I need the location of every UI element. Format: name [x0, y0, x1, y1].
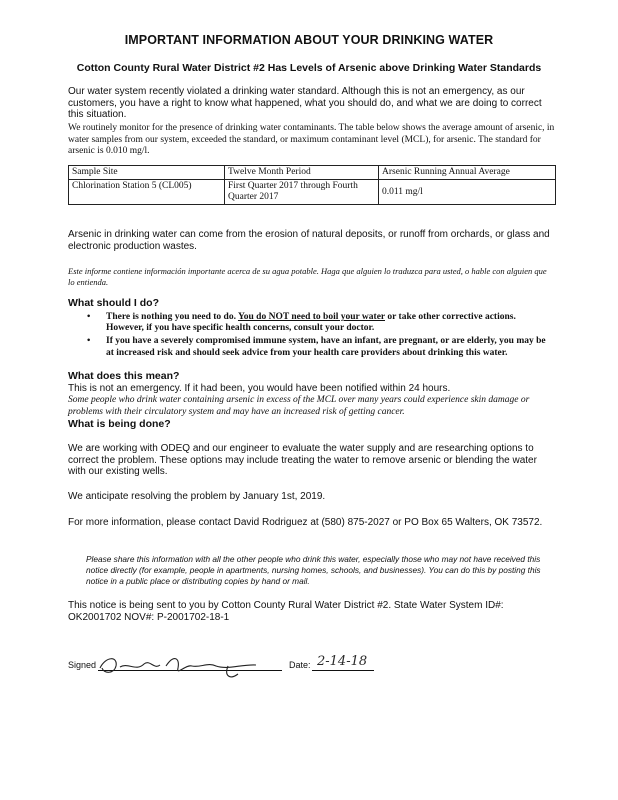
not-emergency-text: This is not an emergency. If it had been, you would have been notified within 24 hours. — [68, 383, 451, 394]
sent-by-paragraph: This notice is being sent to you by Cotton County Rural Water District #2. State Water System ID#: OK2001702 NOV#: P-2001702-18-1 — [68, 600, 504, 623]
table-cell-site: Chlorination Station 5 (CL005) — [69, 180, 225, 205]
table-cell-average: 0.011 mg/l — [379, 180, 556, 205]
list-item — [68, 336, 552, 358]
spanish-notice: Este informe contiene información importante acerca de su agua potable. Haga que alguien lo traduzca para usted, o hable con alguien que lo entienda. — [68, 266, 547, 287]
intro-paragraph: Our water system recently violated a drinking water standard. Although this is not an emergency, as our customers, you have a right to know what happened, what you should do, and what we are doing to correct this situation. — [68, 86, 542, 120]
what-is-being-done-heading: What is being done? — [68, 418, 171, 430]
handwritten-date: 2-14-18 — [317, 654, 368, 669]
date-label: Date: — [289, 660, 311, 670]
notice-subtitle: Cotton County Rural Water District #2 Has Levels of Arsenic above Drinking Water Standards — [76, 62, 542, 74]
table-header-cell: Twelve Month Period — [225, 166, 379, 180]
arsenic-source-paragraph: Arsenic in drinking water can come from the erosion of natural deposits, or runoff from orchards, or glass and electronic production wastes. — [68, 229, 550, 252]
table-header-row — [69, 166, 556, 180]
health-effects-text: Some people who drink water containing arsenic in excess of the MCL over many years could experience skin damage or problems with their circulatory system and may have an increased risk of getting cancer. — [68, 395, 530, 417]
contact-paragraph: For more information, please contact David Rodriguez at (580) 875-2027 or PO Box 65 Walters, OK 73572. — [68, 517, 543, 528]
arsenic-results-table — [68, 165, 556, 205]
boil-water-underlined-text: You do NOT need to boil your water — [237, 312, 385, 322]
resolution-date-text: We anticipate resolving the problem by January 1st, 2019. — [68, 491, 326, 502]
monitoring-paragraph: We routinely monitor for the presence of drinking water contaminants. The table below shows the average amount of arsenic, in water samples from our system, exceeded the standard, or maximum contaminant level (MCL), for arsenic. The standard for arsenic is 0.010 mg/l. — [68, 123, 555, 156]
bullet-text: If you have a severely compromised immune system, have an infant, are pregnant, or are elderly, you may be at increased risk and should seek advice from your health care providers about drinking this water. — [106, 336, 546, 358]
table-header-cell: Sample Site — [69, 166, 225, 180]
what-does-this-mean-heading: What does this mean? — [68, 370, 180, 382]
table-cell-period: First Quarter 2017 through Fourth Quarter 2017 — [225, 180, 379, 205]
bullet-icon: • — [87, 312, 91, 322]
share-notice-paragraph: Please share this information with all the other people who drink this water, especially those who may not have received this notice directly (for example, people in apartments, nursing homes, schools, and businesses). You can do this by posting this notice in a public place or distributing copies by hand or mail. — [86, 554, 541, 586]
table-header-cell: Arsenic Running Annual Average — [379, 166, 556, 180]
bullet-text: There is nothing you need to do. — [106, 312, 238, 322]
list-item — [68, 312, 552, 334]
handwritten-signature-icon — [96, 650, 276, 682]
being-done-paragraph: We are working with ODEQ and our engineer to evaluate the water supply and are researching options to correct the problem. These options may include treating the water to remove arsenic or blending the water with our existing wells. — [68, 443, 537, 477]
bullet-icon: • — [87, 336, 91, 347]
notice-title: IMPORTANT INFORMATION ABOUT YOUR DRINKING WATER — [124, 33, 494, 47]
action-bullet-list — [68, 312, 552, 361]
bullet-text: or take other corrective actions. However, if you have specific health concerns, consult your doctor. — [106, 312, 516, 334]
what-should-i-do-heading: What should I do? — [68, 297, 159, 309]
table-row — [69, 180, 556, 205]
signed-label: Signed — [68, 660, 97, 670]
date-line — [312, 670, 374, 671]
